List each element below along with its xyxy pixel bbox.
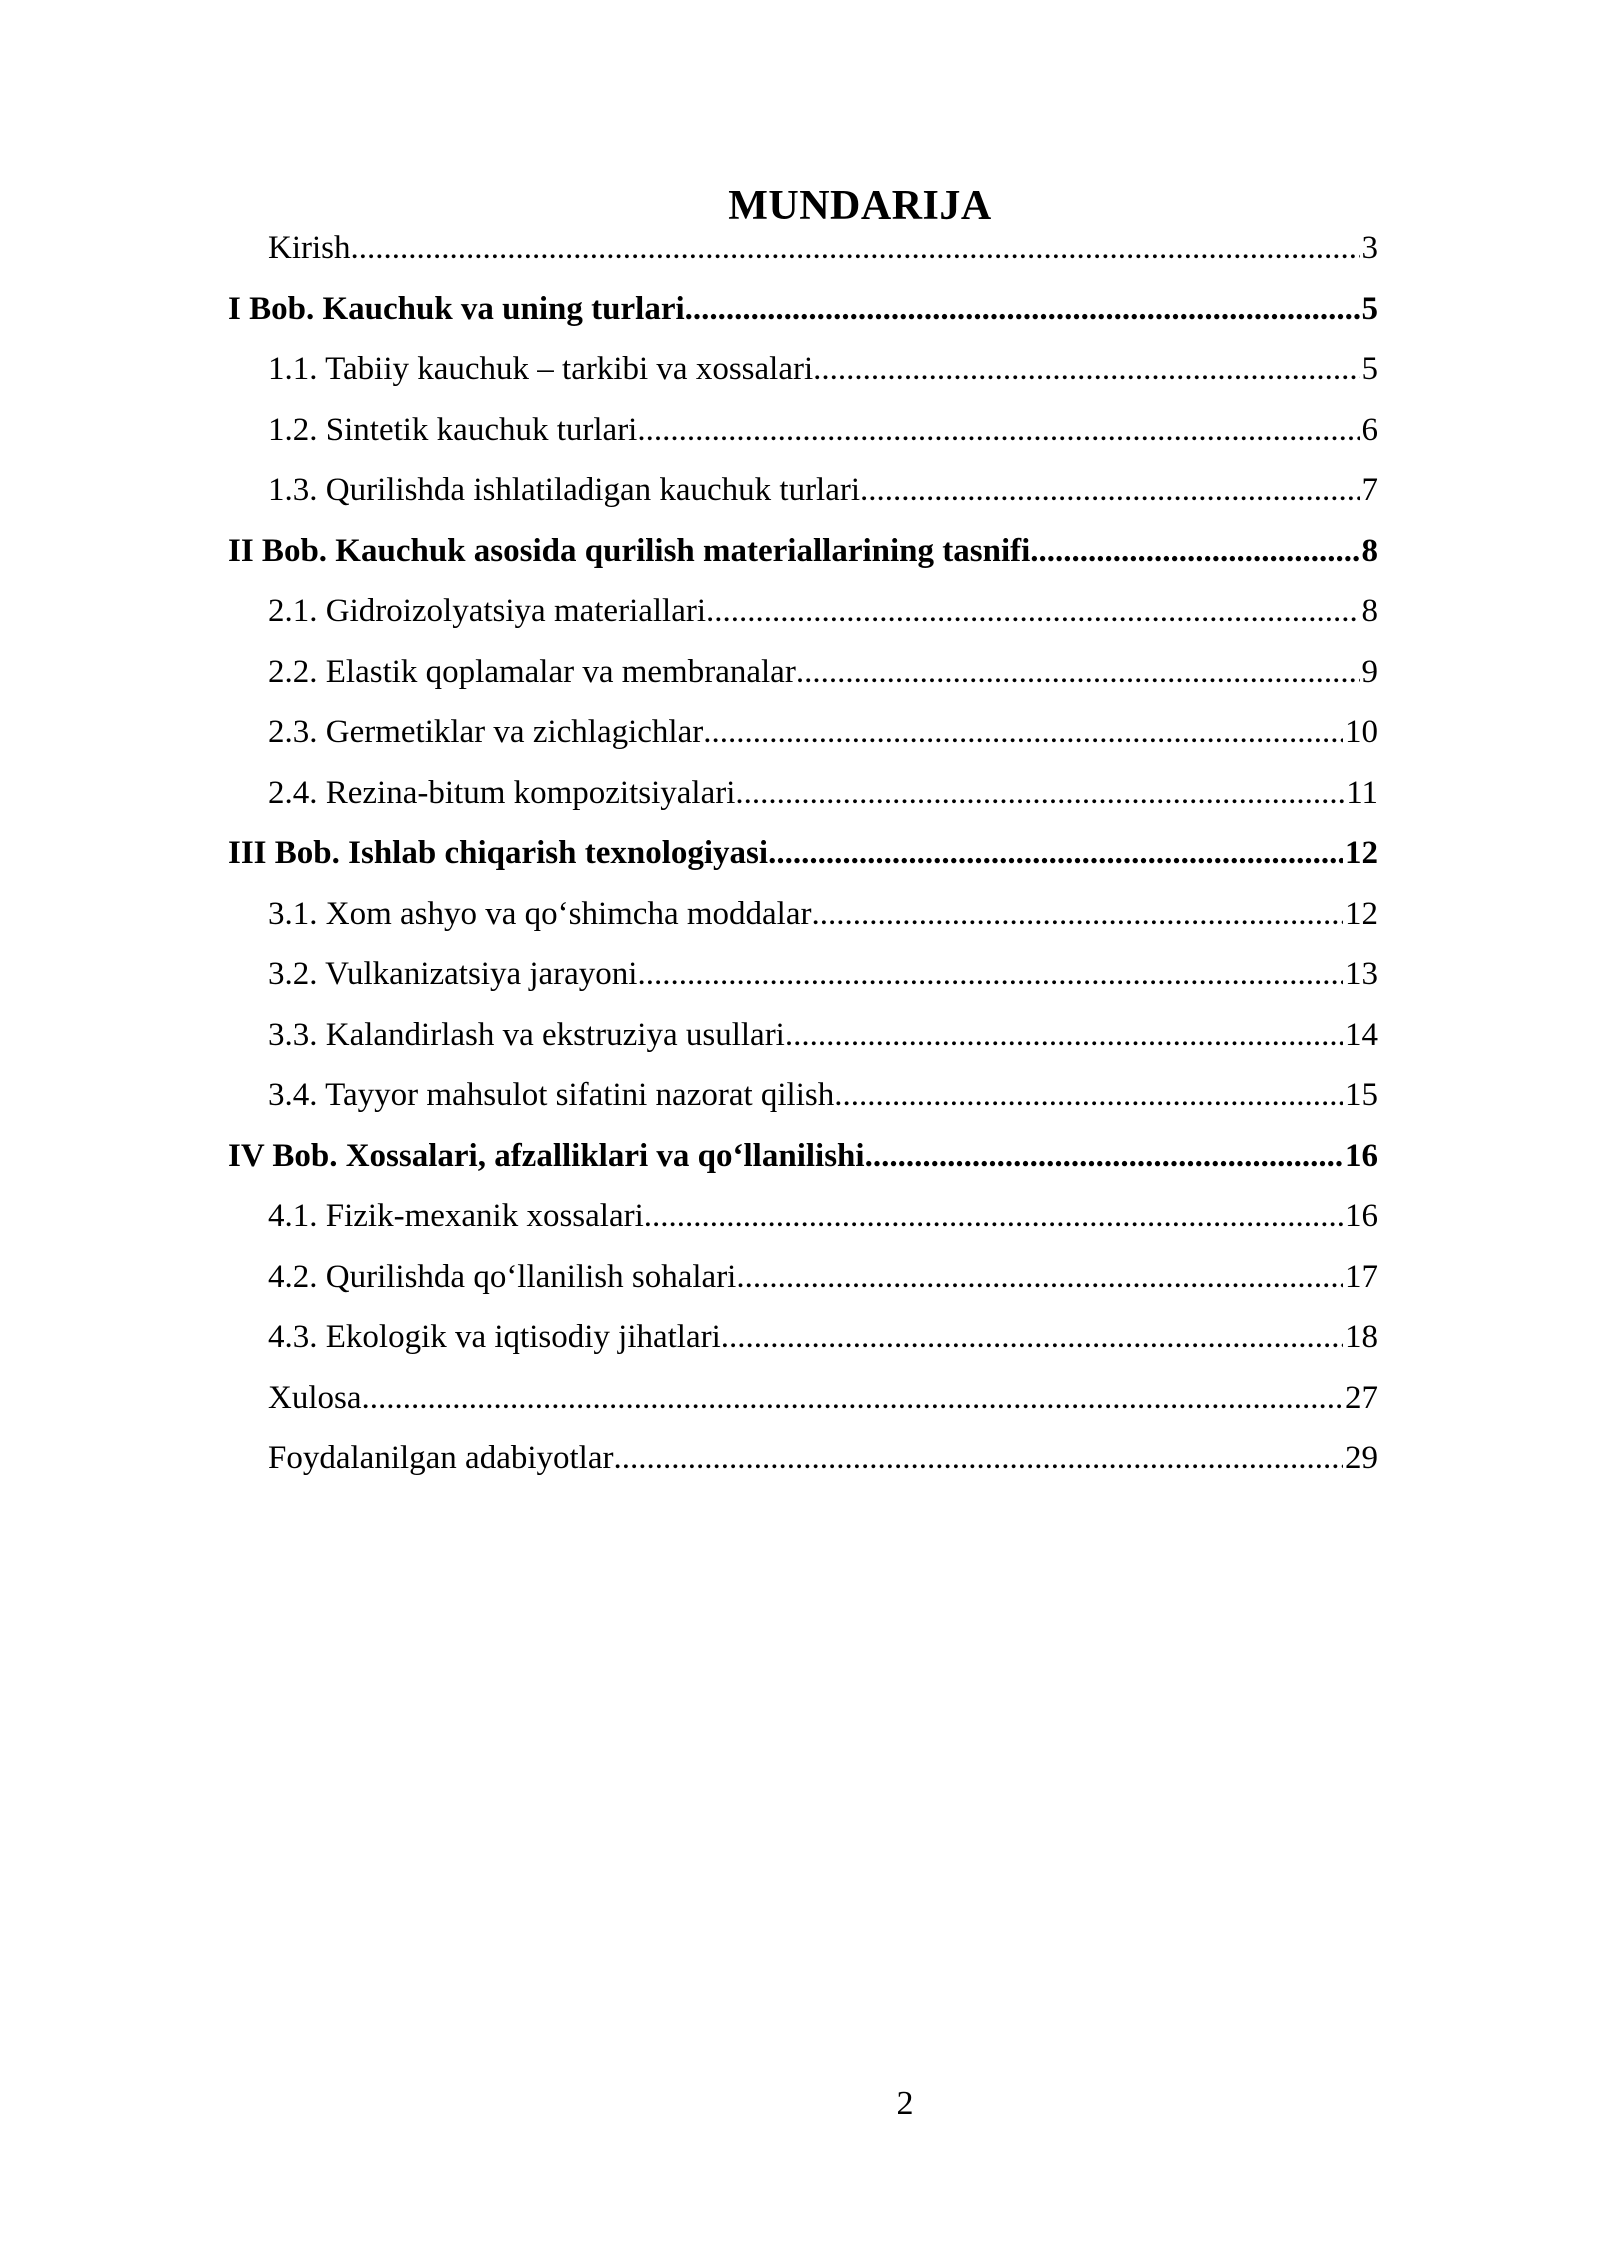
dot-leader: [614, 1428, 1344, 1488]
dot-leader: [811, 884, 1343, 944]
toc-entry-label: Kirish: [268, 230, 351, 266]
dot-leader: [768, 823, 1343, 883]
toc-entry[interactable]: [228, 339, 1378, 400]
toc-entry[interactable]: [228, 218, 1378, 279]
toc-entry-label: III Bob. Ishlab chiqarish texnologiyasi: [228, 835, 769, 871]
toc-entry-label: 3.1. Xom ashyo va qo‘shimcha moddalar: [268, 895, 812, 932]
toc-entry-page: 6: [1361, 411, 1378, 448]
toc-entry-page: 15: [1345, 1077, 1378, 1113]
dot-leader: [703, 702, 1343, 762]
page-number: 2: [896, 2085, 914, 2122]
toc-entry-page: 14: [1345, 1016, 1378, 1053]
toc-entry-page: 29: [1345, 1440, 1378, 1476]
toc-entry-label: II Bob. Kauchuk asosida qurilish materiallarining tasnifi: [228, 532, 1031, 569]
toc-entry-label: 4.1. Fizik-mexanik xossalari: [268, 1198, 644, 1234]
toc-entry-page: 9: [1361, 653, 1378, 690]
toc-entry[interactable]: [228, 763, 1378, 824]
toc-entry-page: 12: [1345, 835, 1378, 871]
toc-entry-page: 10: [1345, 714, 1378, 750]
page-title: MUNDARIJA: [728, 183, 992, 230]
toc-entry-label: 4.3. Ekologik va iqtisodiy jihatlari: [268, 1319, 721, 1355]
toc-entry[interactable]: [228, 944, 1378, 1005]
toc-entry-label: 2.3. Germetiklar va zichlagichlar: [268, 714, 704, 750]
toc-entry[interactable]: [228, 400, 1378, 461]
toc-entry[interactable]: [228, 1005, 1378, 1066]
toc-entry[interactable]: [228, 279, 1378, 340]
dot-leader: [721, 1307, 1343, 1367]
toc-entry-label: I Bob. Kauchuk va uning turlari: [228, 290, 685, 327]
toc-entry-page: 7: [1361, 472, 1378, 508]
toc-entry-label: 4.2. Qurilishda qo‘llanilish sohalari: [268, 1258, 737, 1295]
toc-entry[interactable]: [228, 1307, 1378, 1368]
toc-entry-page: 5: [1361, 290, 1378, 327]
toc-entry-page: 16: [1345, 1198, 1378, 1234]
toc-entry[interactable]: [228, 460, 1378, 521]
toc-entry-label: 3.4. Tayyor mahsulot sifatini nazorat qilish: [268, 1077, 835, 1113]
toc-entry-label: IV Bob. Xossalari, afzalliklari va qo‘llanilishi: [228, 1137, 865, 1174]
toc-entry[interactable]: [228, 823, 1378, 884]
toc-entry-page: 17: [1345, 1258, 1378, 1295]
dot-leader: [865, 1126, 1343, 1186]
toc-entry-page: 5: [1361, 351, 1378, 387]
toc-entry-page: 12: [1345, 895, 1378, 932]
toc-entry[interactable]: [228, 1368, 1378, 1429]
dot-leader: [736, 1247, 1343, 1307]
toc-entry[interactable]: [228, 1428, 1378, 1489]
toc-entry-label: 1.2. Sintetik kauchuk turlari: [268, 411, 638, 448]
toc-entry-page: 11: [1346, 774, 1378, 811]
dot-leader: [813, 339, 1359, 399]
toc-entry[interactable]: [228, 1126, 1378, 1187]
dot-leader: [796, 642, 1360, 702]
toc-entry-label: 1.1. Tabiiy kauchuk – tarkibi va xossalari: [268, 351, 814, 387]
table-of-contents: [228, 218, 1378, 1489]
toc-entry-page: 16: [1345, 1137, 1378, 1174]
dot-leader: [706, 581, 1359, 641]
dot-leader: [362, 1368, 1344, 1428]
toc-entry-page: 8: [1361, 532, 1378, 569]
toc-entry-label: 3.2. Vulkanizatsiya jarayoni: [268, 956, 638, 992]
toc-entry[interactable]: [228, 521, 1378, 582]
toc-entry-page: 18: [1345, 1319, 1378, 1355]
dot-leader: [860, 460, 1359, 520]
toc-entry[interactable]: [228, 642, 1378, 703]
toc-entry[interactable]: [228, 884, 1378, 945]
toc-entry[interactable]: [228, 1186, 1378, 1247]
dot-leader: [351, 218, 1360, 278]
toc-entry-label: Foydalanilgan adabiyotlar: [268, 1440, 614, 1476]
dot-leader: [735, 763, 1344, 823]
dot-leader: [637, 400, 1359, 460]
toc-entry-page: 3: [1361, 230, 1378, 266]
dot-leader: [685, 279, 1360, 339]
toc-entry-label: 2.1. Gidroizolyatsiya materiallari: [268, 593, 707, 629]
toc-entry[interactable]: [228, 581, 1378, 642]
toc-entry[interactable]: [228, 1247, 1378, 1308]
dot-leader: [1030, 521, 1359, 581]
toc-entry[interactable]: [228, 702, 1378, 763]
dot-leader: [644, 1186, 1343, 1246]
toc-entry-label: Xulosa: [268, 1379, 362, 1416]
dot-leader: [834, 1065, 1343, 1125]
toc-entry-page: 8: [1361, 593, 1378, 629]
toc-entry-label: 1.3. Qurilishda ishlatiladigan kauchuk turlari: [268, 472, 861, 508]
toc-entry-page: 13: [1345, 956, 1378, 992]
toc-entry-page: 27: [1345, 1379, 1378, 1416]
dot-leader: [785, 1005, 1343, 1065]
dot-leader: [637, 944, 1343, 1004]
toc-entry-label: 2.2. Elastik qoplamalar va membranalar: [268, 653, 796, 690]
toc-entry-label: 2.4. Rezina-bitum kompozitsiyalari: [268, 774, 736, 811]
toc-entry[interactable]: [228, 1065, 1378, 1126]
toc-entry-label: 3.3. Kalandirlash va ekstruziya usullari: [268, 1016, 785, 1053]
